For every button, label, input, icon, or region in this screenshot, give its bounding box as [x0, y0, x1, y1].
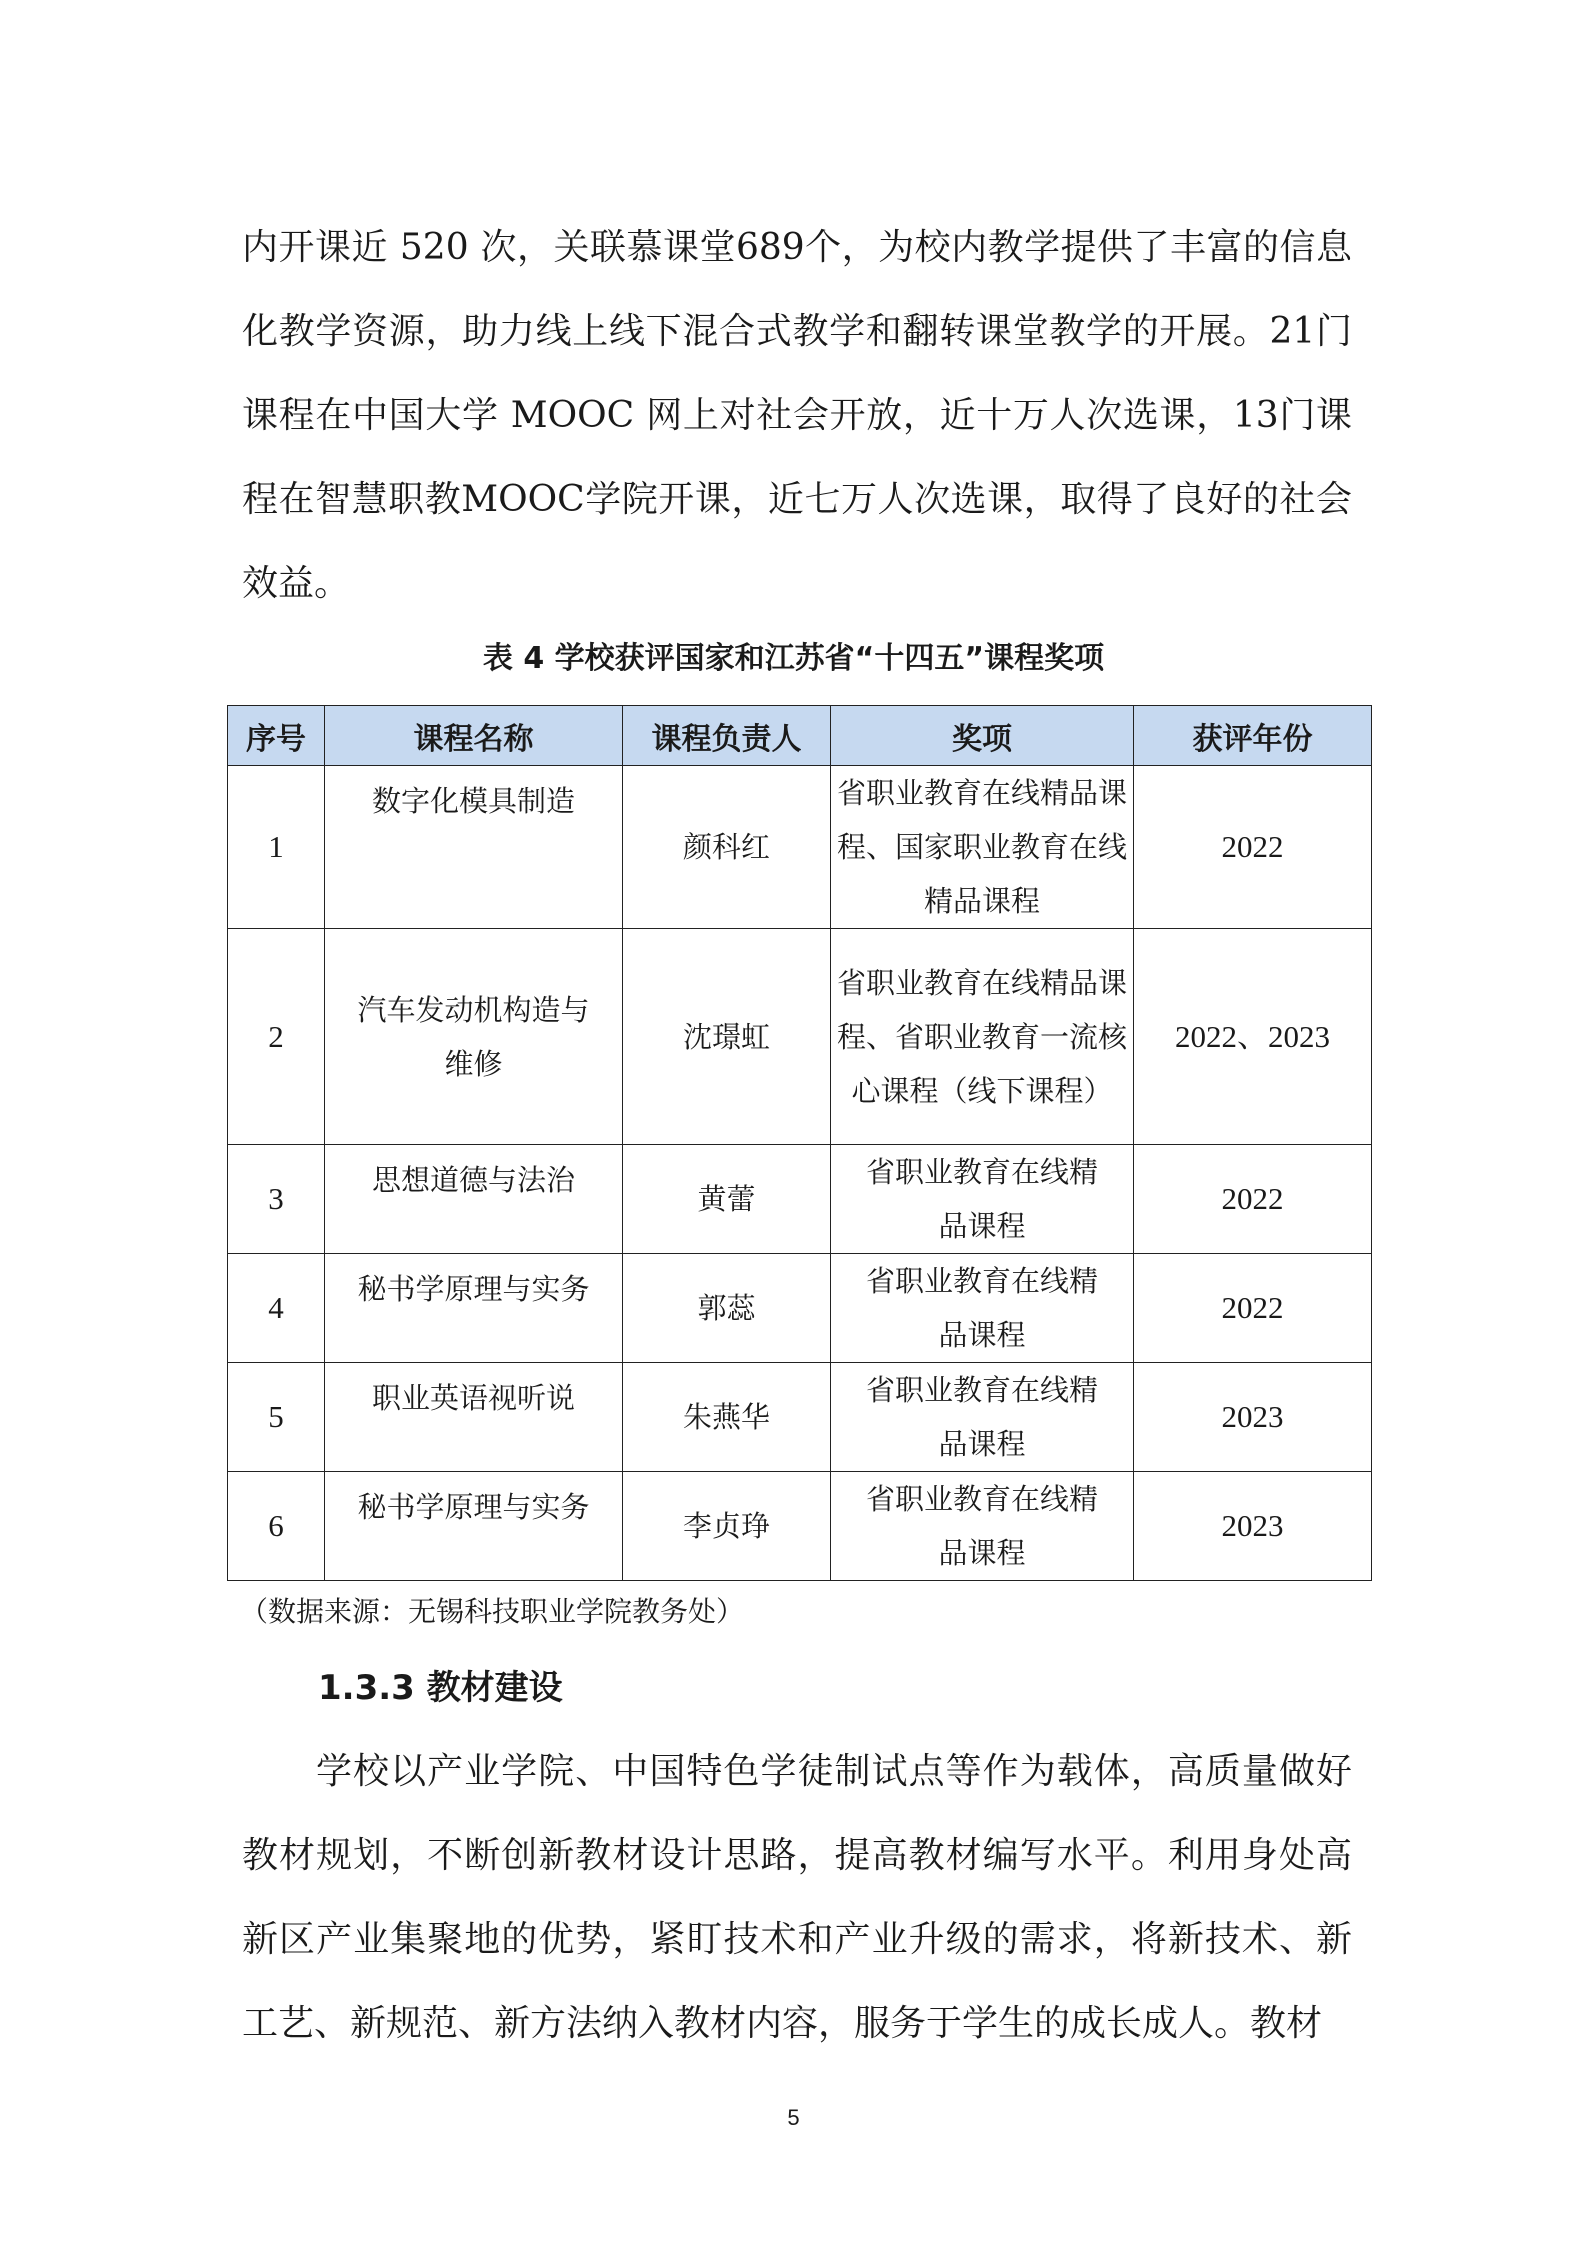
- cell-year: 2022: [1134, 766, 1372, 929]
- cell-no: 6: [228, 1472, 325, 1581]
- cell-lead: 黄蕾: [623, 1145, 831, 1254]
- cell-no: 4: [228, 1254, 325, 1363]
- cell-award: 省职业教育在线精品课程、省职业教育一流核心课程（线下课程）: [831, 929, 1134, 1145]
- table-row: [228, 766, 1372, 929]
- cell-lead: 朱燕华: [623, 1363, 831, 1472]
- table-header-row: [228, 706, 1372, 766]
- cell-course: 秘书学原理与实务: [325, 1472, 623, 1581]
- cell-award: 省职业教育在线精品课程: [831, 1363, 1134, 1472]
- cell-course: 职业英语视听说: [325, 1363, 623, 1472]
- cell-award: 省职业教育在线精品课程、国家职业教育在线精品课程: [831, 766, 1134, 929]
- table-row: [228, 1363, 1372, 1472]
- cell-course: 汽车发动机构造与维修: [325, 929, 623, 1145]
- cell-year: 2023: [1134, 1472, 1372, 1581]
- cell-year: 2022: [1134, 1145, 1372, 1254]
- table-row: [228, 1254, 1372, 1363]
- header-award: 奖项: [831, 706, 1134, 766]
- data-source-note: （数据来源：无锡科技职业学院教务处）: [240, 1595, 745, 1628]
- intro-paragraph: 内开课近 520 次，关联慕课堂689个，为校内教学提供了丰富的信息化教学资源，助力线上线下混合式教学和翻转课堂教学的开展。21门课程在中国大学 MOOC 网上对社会开放，近十万人次选课，13门课程在智慧职教MOOC学院开课，近七万人次选课，取得了良好的社会效益。: [242, 227, 1352, 604]
- cell-year: 2023: [1134, 1363, 1372, 1472]
- cell-no: 1: [228, 766, 325, 929]
- cell-year: 2022、2023: [1134, 929, 1372, 1145]
- section-heading: 1.3.3 教材建设: [318, 1668, 563, 1708]
- table-caption: 表 4 学校获评国家和江苏省“十四五”课程奖项: [482, 641, 1105, 676]
- cell-year: 2022: [1134, 1254, 1372, 1363]
- table-row: [228, 929, 1372, 1145]
- cell-lead: 沈璟虹: [623, 929, 831, 1145]
- cell-course: 数字化模具制造: [325, 766, 623, 929]
- cell-award: 省职业教育在线精品课程: [831, 1472, 1134, 1581]
- table-row: [228, 1472, 1372, 1581]
- awards-table: [227, 705, 1372, 1581]
- cell-course: 思想道德与法治: [325, 1145, 623, 1254]
- cell-course: 秘书学原理与实务: [325, 1254, 623, 1363]
- header-year: 获评年份: [1134, 706, 1372, 766]
- cell-lead: 李贞琤: [623, 1472, 831, 1581]
- header-no: 序号: [228, 706, 325, 766]
- cell-lead: 郭蕊: [623, 1254, 831, 1363]
- table-row: [228, 1145, 1372, 1254]
- header-lead: 课程负责人: [623, 706, 831, 766]
- cell-lead: 颜科红: [623, 766, 831, 929]
- page-number: 5: [787, 2105, 800, 2130]
- cell-award: 省职业教育在线精品课程: [831, 1145, 1134, 1254]
- cell-no: 5: [228, 1363, 325, 1472]
- header-course: 课程名称: [325, 706, 623, 766]
- cell-award: 省职业教育在线精品课程: [831, 1254, 1134, 1363]
- cell-no: 3: [228, 1145, 325, 1254]
- cell-no: 2: [228, 929, 325, 1145]
- section-paragraph: 学校以产业学院、中国特色学徒制试点等作为载体，高质量做好教材规划，不断创新教材设计思路，提高教材编写水平。利用身处高新区产业集聚地的优势，紧盯技术和产业升级的需求，将新技术、新工艺、新规范、新方法纳入教材内容，服务于学生的成长成人。教材: [242, 1751, 1352, 2044]
